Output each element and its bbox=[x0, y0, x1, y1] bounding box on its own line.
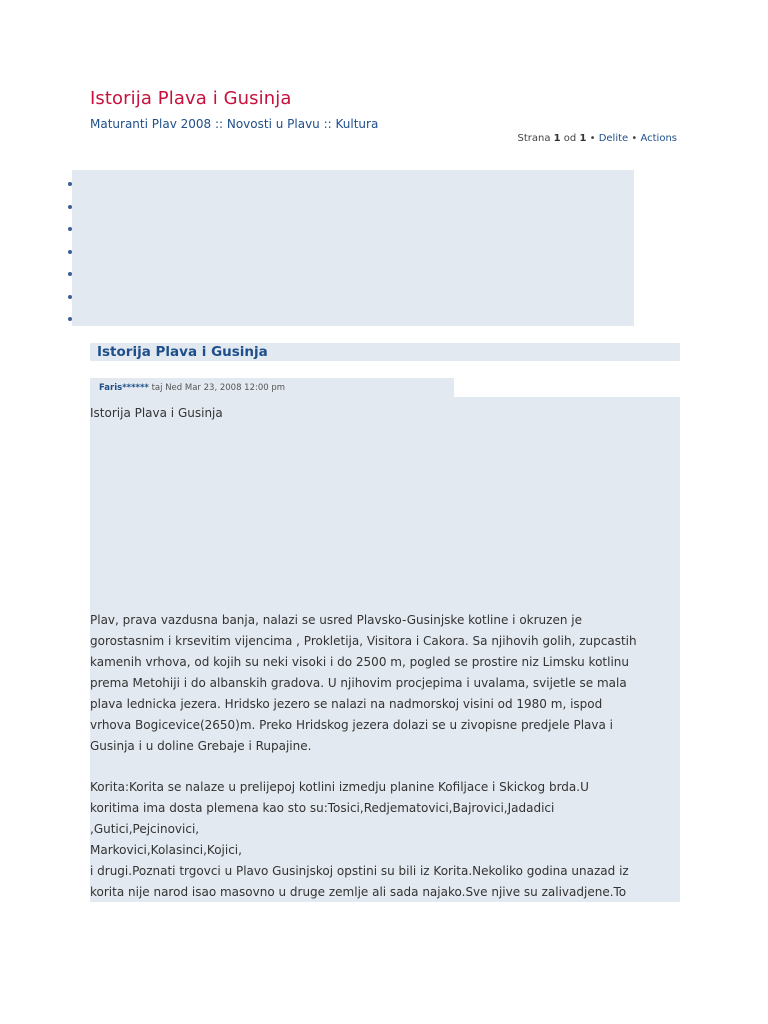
navigation-menu bbox=[72, 170, 634, 326]
current-page: 1 bbox=[553, 133, 561, 144]
text-line: Plav, prava vazdusna banja, nalazi se usred Plavsko-Gusinjske kotline i okruzen je bbox=[90, 613, 582, 627]
text-line: Korita:Korita se nalaze u prelijepoj kotlini izmedju planine Kofiljace i Skickog brda.U bbox=[90, 780, 589, 794]
text-line: korita nije narod isao masovno u druge zemlje ali sada najako.Sve njive su zalivadjene.To bbox=[90, 885, 627, 899]
menu-item[interactable] bbox=[68, 314, 78, 324]
page-navigation bbox=[517, 133, 677, 144]
post-meta bbox=[99, 383, 285, 393]
menu-item[interactable] bbox=[68, 247, 78, 257]
text-line: vrhova Bogicevice(2650)m. Preko Hridskog jezera dolazi se u zivopisne predjele Plava i bbox=[90, 718, 614, 732]
menu-item[interactable] bbox=[68, 202, 78, 212]
text-line: prema Metohiji i do albanskih gradova. U njihovim procjepima i uvalama, svijetle se mala bbox=[90, 676, 627, 690]
text-line: Markovici,Kolasinci,Kojici, bbox=[90, 843, 242, 857]
menu-item[interactable] bbox=[68, 224, 78, 234]
breadcrumb[interactable]: Maturanti Plav 2008 :: Novosti u Plavu :: Kultura bbox=[90, 117, 379, 131]
share-link[interactable]: Delite bbox=[598, 133, 629, 144]
text-line: gorostasnim i krsevitim vijencima , Prokletija, Visitora i Cakora. Sa njihovih golih, zupcastih bbox=[90, 634, 637, 648]
menu-item[interactable] bbox=[68, 179, 78, 189]
text-line: koritima ima dosta plemena kao sto su:Tosici,Redjematovici,Bajrovici,Jadadici bbox=[90, 801, 555, 815]
post-content bbox=[90, 403, 678, 899]
page-label: Strana bbox=[517, 133, 551, 144]
menu-item[interactable] bbox=[68, 292, 78, 302]
text-line: plava lednicka jezera. Hridsko jezero se nalazi na nadmorskoj visini od 1980 m, ispod bbox=[90, 697, 603, 711]
text-line: kamenih vrhova, od kojih su neki visoki i do 2500 m, pogled se prostire niz Limsku kotlinu bbox=[90, 655, 630, 669]
page-title: Istorija Plava i Gusinja bbox=[90, 88, 292, 109]
actions-link[interactable]: Actions bbox=[640, 133, 677, 144]
post-author[interactable]: Faris****** bbox=[99, 383, 149, 393]
menu-item[interactable] bbox=[68, 269, 78, 279]
separator: • bbox=[631, 133, 638, 144]
post-paragraph bbox=[90, 777, 678, 902]
topic-header bbox=[90, 343, 680, 361]
separator: • bbox=[589, 133, 596, 144]
post-header bbox=[90, 378, 454, 397]
post-body bbox=[90, 397, 680, 902]
post-paragraph bbox=[90, 610, 678, 757]
text-line: ,Gutici,Pejcinovici, bbox=[90, 822, 200, 836]
page-of-label: od bbox=[563, 133, 577, 144]
topic-title: Istorija Plava i Gusinja bbox=[97, 344, 268, 360]
total-pages: 1 bbox=[579, 133, 587, 144]
post-date: taj Ned Mar 23, 2008 12:00 pm bbox=[151, 383, 286, 393]
text-line: i drugi.Poznati trgovci u Plavo Gusinjskoj opstini su bili iz Korita.Nekoliko godina unazad iz bbox=[90, 864, 629, 878]
text-line: Gusinja i u doline Grebaje i Rupajine. bbox=[90, 739, 312, 753]
post-subtitle: Istorija Plava i Gusinja bbox=[90, 406, 223, 420]
